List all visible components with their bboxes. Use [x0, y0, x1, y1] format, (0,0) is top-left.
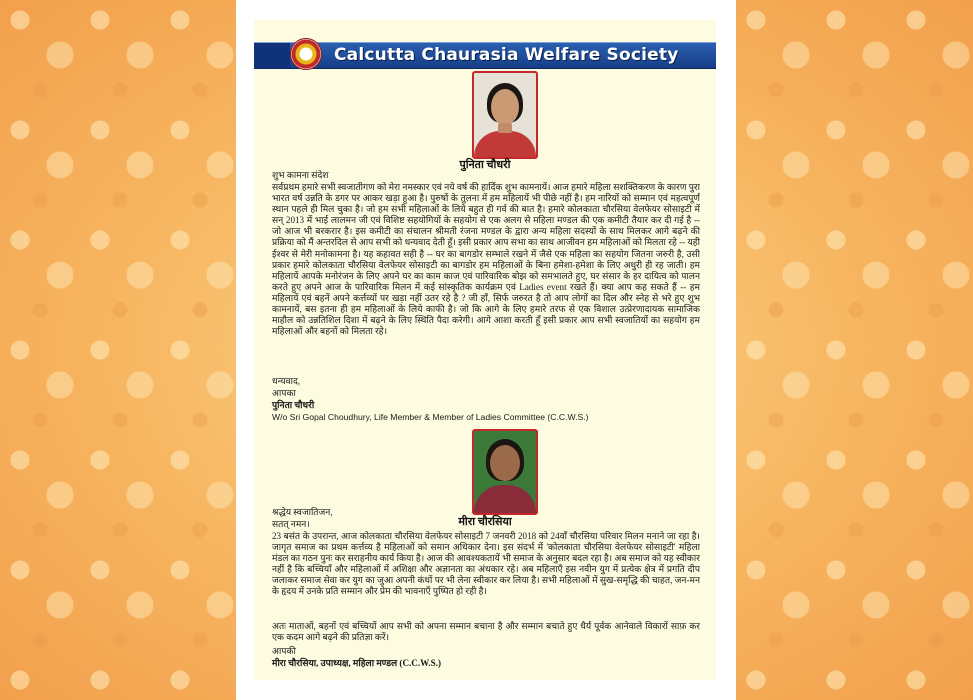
decorative-border-left: [0, 0, 236, 700]
message1-thanks: धन्यवाद,: [272, 376, 301, 386]
magazine-page: [236, 0, 736, 700]
message1-body: सर्वप्रथम हमारे सभी स्वजातीगण को मेरा नमस्कार एवं नये वर्ष की हार्दिक शुभ कामनायें। आज हमारे महिला सशक्तिकरण के कारण पुरा भारत वर्ष उन्नति के डगर पर आकर खड़ा हुआ है। पुरुषों के तुलना में हम महिलायें भी पीछे नहीं है। हम नारियों को सम्मान एवं महत्वपूर्ण स्थान पहले ही मिल चुका है। जो हम सभी महिलाओं के लिये बहुत ही गर्व की बात है। हमारे कोलकाता चौरसिया वेलफेयर सोसाइटी में सन् 2013 में भाई लालमन जी एवं विशिष्ट सहयोगियों के सहयोग से एक अलग से महिला मण्डल की एक कमीटी तैयार कर दी गई है -- जो आज भी बरकरार है। इस कमीटी का संचालन श्रीमती रंजना मण्डल के द्वारा अन्य महिला सदस्यों के साथ मिलकर आगे बढ़ने की प्रक्रिया को मैं अन्तरदिल से आप सभी को धन्यवाद देती हूँ। इसी प्रकार आप सभा का साथ आजीवन हम महिलाओं को मिलता रहे -- यही ईश्वर से मेरी मनोकामना है। यह कहावत सही है -- घर का बागडोर सम्भाले रखने में जैसे एक महिला का सहयोग जितना जरुरी है, उसी प्रकार हमारे कोलकाता चौरसिया वेलफेयर सोसाइटी का बागडोर हम महिलाओं के बिना हमेशा-हमेशा के लिए अधुरी ही रह जाती। हम महिलायें आपके मनोरंजन के लिए अपने घर का काम काज एवं पारिवारिक बोझ को समभालते हुए, घर संसार के हर दायित्व को पालन करते हुए अपने आज के पारिवारिक मिलन में कई सांस्कृतिक कार्यक्रम एवं Ladies event रखते हैं। क्या आप कह सकते हैं -- हम महिलायें एवं बहनें अपने कर्त्तव्यों पर खड़ा नहीं उतर रहे है ? जी हाँ, सिर्फ जरुरत है तो आप लोगों का दिल और स्नेह से भरे हुए शुभ कामनायें, बस इतना ही हम महिलाओं के लिये काफी है। जो कि आगे के लिए हमारे तरफ से एक विशाल उत्प्रेरणादायक सामाजिक माहौल को उन्नतिशिल दिशा में बढ़ने के लिए स्थिति पैदा करेगी। आगे आशा करती हूँ इसी प्रकार आप सभी स्वजातियों का सहयोग हम महिलाओं और बहनों को मिलता रहे।: [272, 182, 700, 337]
author2-photo: [472, 429, 538, 515]
message1-signature-name: पुनिता चौधरी: [272, 400, 315, 410]
message2-salutation-1: श्रद्धेय स्वजातिजन,: [272, 507, 333, 517]
message2-yours: आपकी: [272, 646, 296, 656]
author1-photo: [472, 71, 538, 159]
message1-yours: आपका: [272, 388, 296, 398]
message2-signature: मीरा चौरसिया, उपाध्यक्ष, महिला मण्डल (C.C.W.S.): [272, 658, 442, 668]
society-logo-icon: [290, 38, 322, 70]
message1-signature-detail: W/o Sri Gopal Choudhury, Life Member & Member of Ladies Committee (C.C.W.S.): [272, 412, 589, 422]
header-banner: [254, 42, 716, 69]
author1-name: पुनिता चौधरी: [459, 159, 511, 171]
message2-body: 23 बसंत के उपरान्त, आज कोलकाता चौरसिया वेलफेयर सोसाइटी 7 जनवरी 2018 को 24वाँ चौरसिया परिवार मिलन मनाने जा रहा है। जागृत समाज का प्रथम कर्त्तव्य है महिलाओं को समान अधिकार देना। इस संदर्भ में 'कोलकाता चौरसिया वेलफेयर सोसाइटी' महिला मंडल का गठन पुनः कर सराहनीय कार्य किया है। आज की आवश्यकतायें भी समाज के अनुसार बदल रहा है। अब समाज को यह स्वीकार नहीं है कि बच्चियाँ और महिलाओं में अशिक्षा और अज्ञानता का अंधकार रहे। अब महिलाएँ इस नवीन युग में प्रत्येक क्षेत्र में प्रगति दीप जलाकर समाज सेवा कर युग का जुआ अपनी कंधों पर भी लेना स्वीकार कर लिया है। सभी महिलाओं में सुख-समृद्धि की चाहत, जन-मन के हृदय में उनके प्रति सम्मान और प्रेम की भावनाएँ पुष्पित हो रही है।: [272, 531, 700, 597]
message2-salutation-2: सतत् नमन।: [272, 519, 310, 529]
author2-name: मीरा चौरसिया: [458, 516, 512, 528]
banner-strip: [254, 43, 290, 68]
message2-body-2: अतः माताओं, बहनों एवं बच्चियों आप सभी को अपना सम्मान बचाना है और सम्मान बचाते हुए धैर्य पूर्वक आनेवाले विकारों साफ़ कर एक कदम आगे बढ़ने की प्रतिज्ञा करें।: [272, 621, 700, 643]
decorative-border-right: [736, 0, 973, 700]
message1-heading: शुभ कामना संदेश: [272, 170, 329, 180]
society-name: Calcutta Chaurasia Welfare Society: [334, 45, 679, 65]
page-sheet: [254, 20, 716, 680]
